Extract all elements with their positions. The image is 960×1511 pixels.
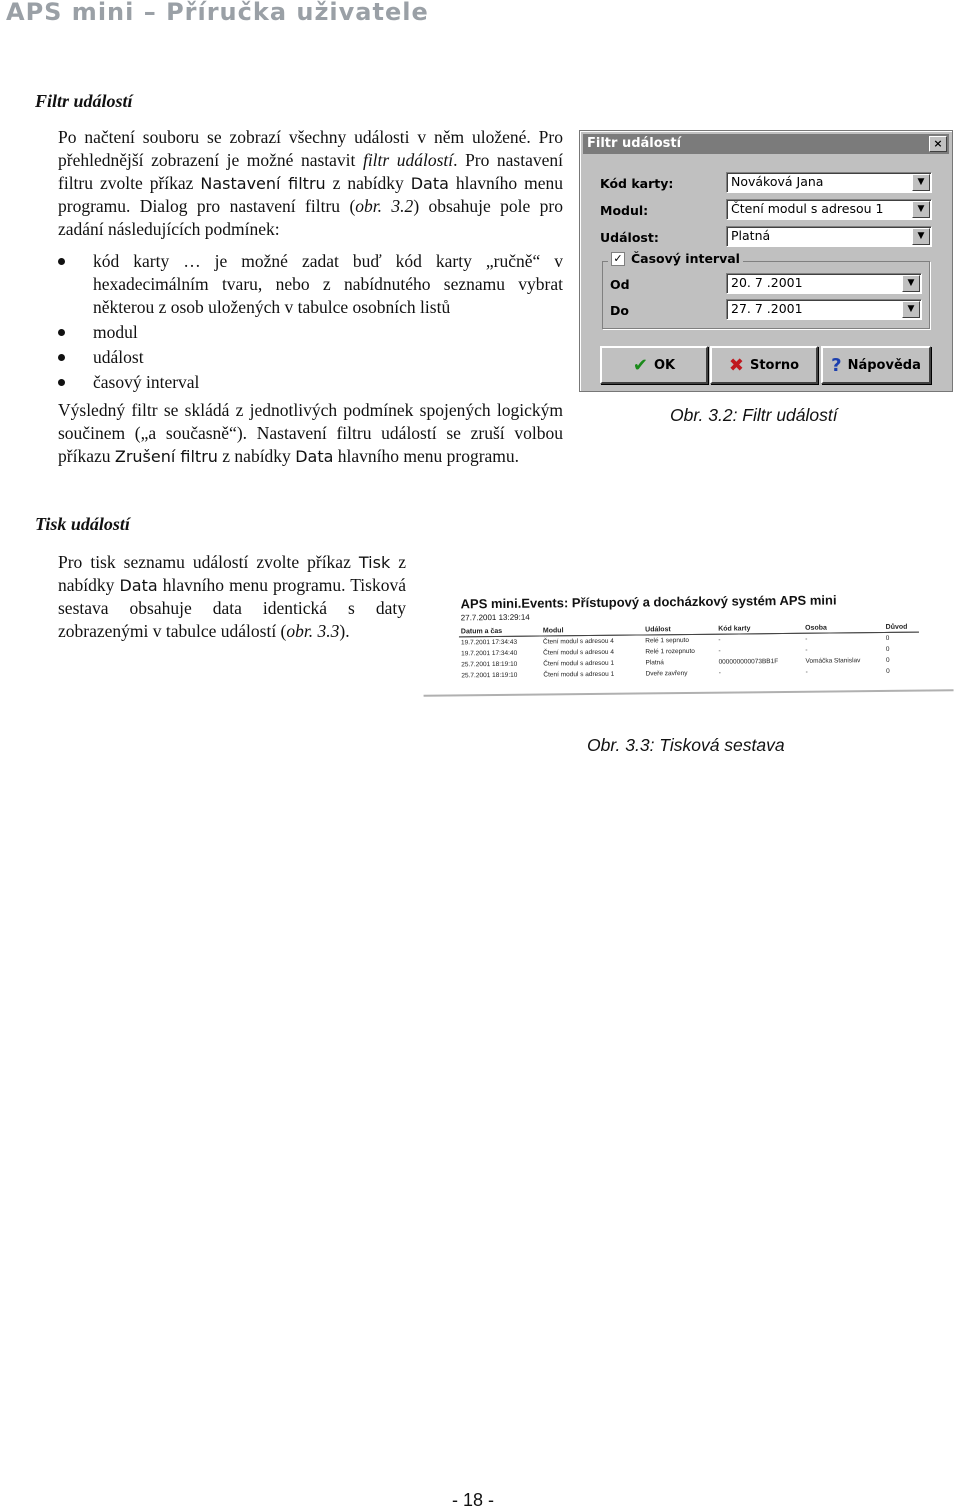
dialog-titlebar	[583, 134, 949, 154]
print-report-preview	[422, 581, 953, 697]
report-timestamp: 27.7.2001 13:29:14	[460, 612, 530, 623]
column-header: Kód karty	[716, 624, 803, 634]
print-paragraph: Pro tisk seznamu událostí zvolte příkaz Tisk z nabídky Data hlavního menu programu. Tisková sestava obsahuje data identická s daty zobrazenými v tabulce událostí (obr. 3.3).	[58, 552, 406, 641]
card-code-value: Nováková Jana	[731, 174, 824, 189]
list-item: časový interval	[58, 371, 563, 394]
column-header: Osoba	[803, 623, 884, 633]
chevron-down-icon[interactable]: ▼	[902, 301, 920, 318]
from-date-value: 20. 7 .2001	[731, 275, 803, 290]
event-label: Událost:	[600, 230, 659, 245]
figure-caption-3-3: Obr. 3.3: Tisková sestava	[587, 735, 785, 755]
chevron-down-icon[interactable]: ▼	[912, 228, 930, 245]
ok-button-label: OK	[653, 357, 676, 373]
table-row: 25.7.2001 18:19:10 Čtení modul s adresou 1 Platná 000000000073BB1F Vomáčka Stanislav 0	[461, 656, 890, 669]
list-item: kód karty … je možné zadat buď kód karty „ručně“ v hexadecimálním tvaru, nebo z nabídnutého seznamu vybrat některou z osob uložených v tabulce osobních listů	[58, 250, 563, 319]
document-header-title: APS mini – Příručka uživatele	[6, 0, 429, 26]
module-combobox[interactable]	[726, 199, 932, 220]
time-interval-toggle[interactable]	[608, 251, 743, 266]
column-header: Událost	[643, 625, 716, 635]
report-title: APS mini.Events: Přístupový a docházkový systém APS mini	[460, 592, 837, 612]
dialog-title: Filtr událostí	[587, 136, 682, 151]
section-heading-print: Tisk událostí	[35, 514, 130, 534]
card-code-label: Kód karty:	[600, 176, 674, 191]
ok-button[interactable]	[600, 346, 708, 384]
check-icon: ✔	[632, 354, 648, 376]
chevron-down-icon[interactable]: ▼	[912, 201, 930, 218]
close-button[interactable]	[929, 136, 947, 152]
to-label: Do	[610, 303, 629, 318]
column-header: Důvod	[884, 623, 919, 633]
page-number: - 18 -	[452, 1490, 495, 1510]
time-interval-label: Časový interval	[631, 251, 740, 266]
column-header: Datum a čas	[459, 627, 541, 637]
check-icon: ✓	[613, 251, 623, 265]
table-row: 19.7.2001 17:34:43 Čtení modul s adresou 4 Relé 1 sepnuto - - 0	[460, 634, 890, 647]
condition-list	[58, 250, 563, 394]
list-item: modul	[58, 321, 563, 344]
print-section-body	[58, 551, 406, 643]
chevron-down-icon[interactable]: ▼	[902, 275, 920, 292]
question-icon: ?	[831, 354, 842, 376]
help-button-label: Nápověda	[847, 357, 921, 373]
from-label: Od	[610, 277, 630, 292]
column-header: Modul	[541, 625, 643, 636]
help-button[interactable]	[821, 346, 931, 384]
filter-paragraph-2: Výsledný filtr se skládá z jednotlivých podmínek spojených logickým součinem („a současně“). Nastavení filtru událostí se zruší volbou příkazu Zrušení filtru z nabídky Data hlavního menu programu.	[58, 400, 563, 466]
card-code-combobox[interactable]	[726, 172, 932, 193]
table-row: 25.7.2001 18:19:10 Čtení modul s adresou 1 Dveře zavřeny - - 0	[461, 667, 890, 680]
event-value: Platná	[731, 228, 771, 243]
close-icon: ×	[933, 137, 943, 150]
module-label: Modul:	[600, 203, 649, 218]
time-interval-checkbox[interactable]	[611, 252, 625, 266]
chevron-down-icon[interactable]: ▼	[912, 174, 930, 191]
cancel-button-label: Storno	[749, 357, 800, 373]
to-date-value: 27. 7 .2001	[731, 301, 803, 316]
figure-caption-3-2: Obr. 3.2: Filtr událostí	[670, 405, 838, 425]
from-date-picker[interactable]	[726, 273, 922, 294]
filter-dialog	[579, 130, 953, 392]
to-date-picker[interactable]	[726, 299, 922, 320]
cross-icon: ✖	[728, 354, 744, 376]
section-heading-filter: Filtr událostí	[35, 91, 133, 111]
cancel-button[interactable]	[710, 346, 818, 384]
module-value: Čtení modul s adresou 1	[731, 201, 884, 216]
filter-paragraph-1: Po načtení souboru se zobrazí všechny události v něm uložené. Pro přehlednější zobrazení je možné nastavit filtr událostí. Pro nastavení filtru zvolte příkaz Nastavení filtru z nabídky Data hlavního menu programu. Dialog pro nastavení filtru (obr. 3.2) obsahuje pole pro zadání následujících podmínek:	[58, 127, 564, 239]
filter-section-body	[58, 126, 563, 468]
event-combobox[interactable]	[726, 226, 932, 247]
table-row: 19.7.2001 17:34:40 Čtení modul s adresou 4 Relé 1 rozepnuto - - 0	[461, 645, 890, 658]
report-table	[459, 623, 920, 682]
list-item: událost	[58, 346, 563, 369]
